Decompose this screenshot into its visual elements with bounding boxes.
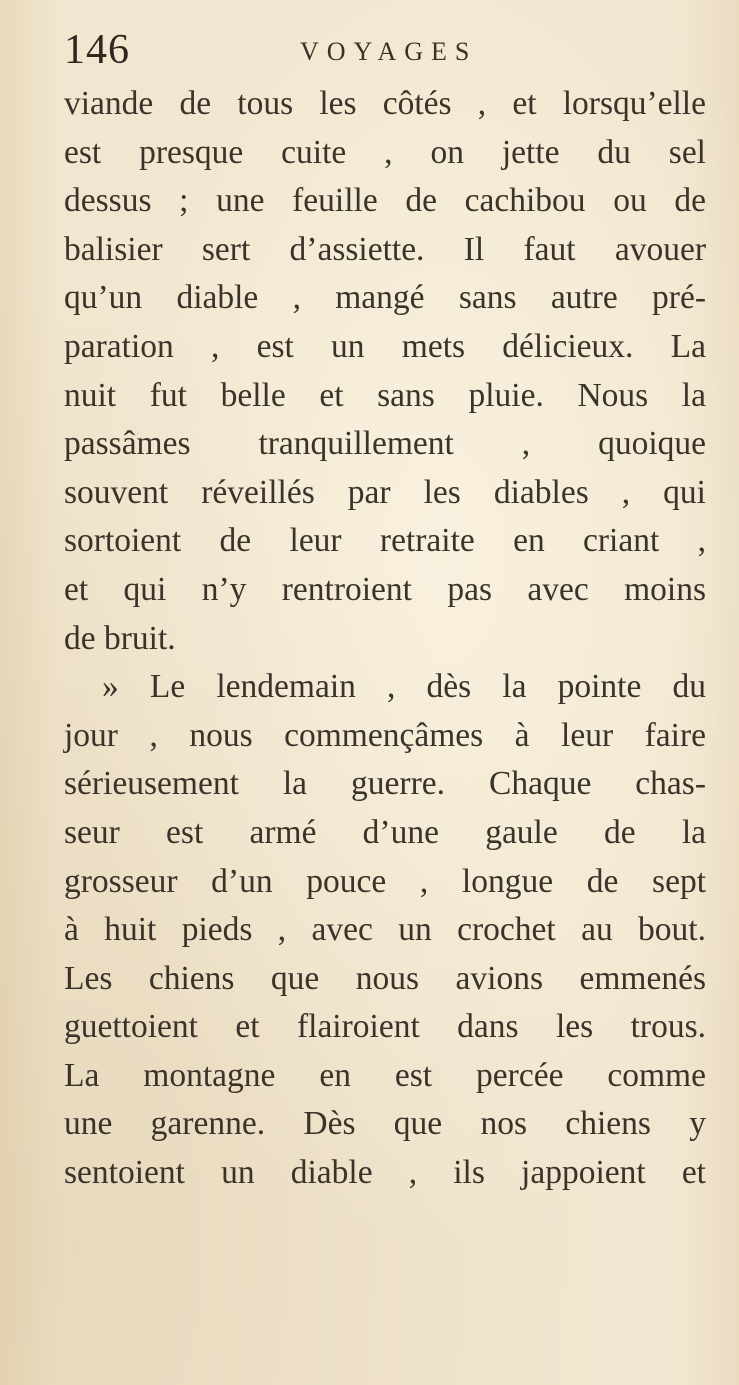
text-line: dessus ; une feuille de cachibou ou de <box>64 182 706 220</box>
running-head <box>64 22 684 78</box>
text-line: guettoient et flairoient dans les trous. <box>64 1008 706 1046</box>
paragraph-end-line: de bruit. <box>64 619 176 657</box>
text-line: sérieusement la guerre. Chaque chas- <box>64 765 706 803</box>
text-line: nuit fut belle et sans pluie. Nous la <box>64 376 706 414</box>
text-line: et qui n’y rentroient pas avec moins <box>64 570 706 608</box>
text-line: est presque cuite , on jette du sel <box>64 133 706 171</box>
running-title: VOYAGES <box>300 37 478 66</box>
body-text <box>64 80 706 1198</box>
text-line: à huit pieds , avec un crochet au bout. <box>64 911 706 949</box>
text-line: une garenne. Dès que nos chiens y <box>64 1105 706 1143</box>
paragraph-start-line: » Le lendemain , dès la pointe du <box>102 668 706 706</box>
text-line: viande de tous les côtés , et lorsqu’elle <box>64 85 706 122</box>
text-line: paration , est un mets délicieux. La <box>64 327 706 365</box>
text-line: La montagne en est percée comme <box>64 1056 706 1094</box>
text-line: balisier sert d’assiette. Il faut avouer <box>64 230 706 268</box>
text-line: jour , nous commençâmes à leur faire <box>64 716 706 754</box>
text-line: qu’un diable , mangé sans autre pré- <box>64 279 706 317</box>
text-line: seur est armé d’une gaule de la <box>64 813 706 851</box>
text-line: sortoient de leur retraite en criant , <box>64 522 706 560</box>
text-line: passâmes tranquillement , quoique <box>64 425 706 463</box>
bottom-margin <box>0 1230 739 1385</box>
text-line: souvent réveillés par les diables , qui <box>64 473 706 511</box>
page-number: 146 <box>64 27 130 73</box>
text-line: sentoient un diable , ils jappoient et <box>64 1154 706 1192</box>
text-line: grosseur d’un pouce , longue de sept <box>64 862 706 900</box>
text-line: Les chiens que nous avions emmenés <box>64 959 706 997</box>
